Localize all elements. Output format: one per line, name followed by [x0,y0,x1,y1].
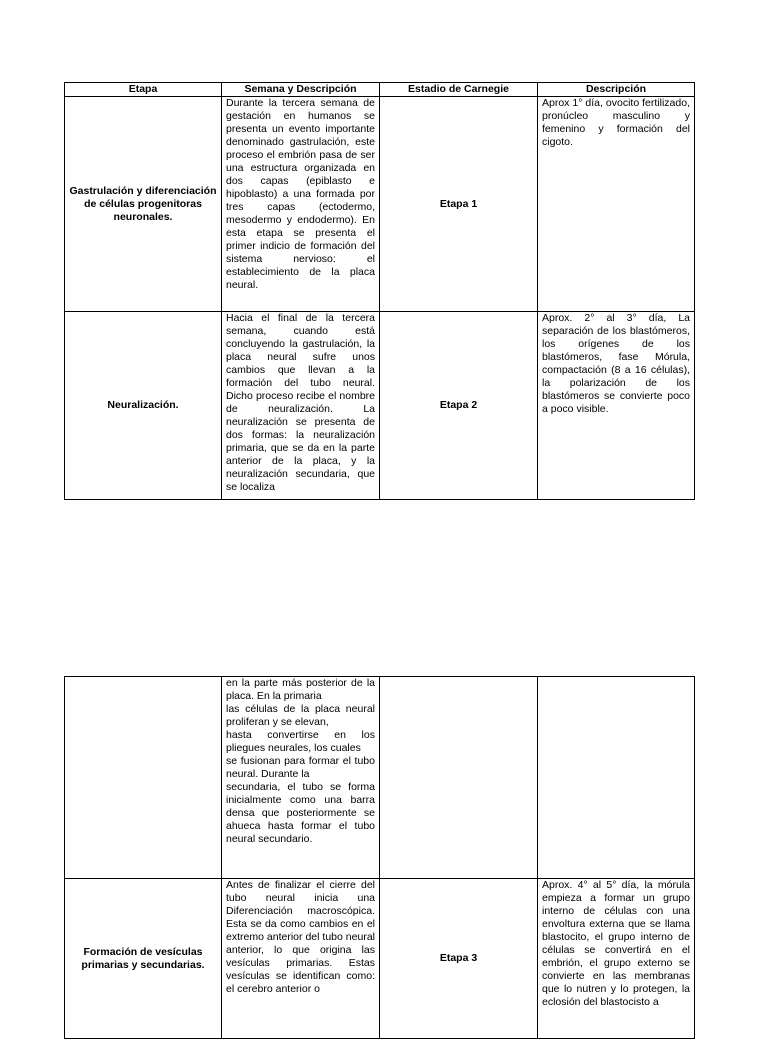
cell-semana: Antes de finalizar el cierre del tubo neural inicia una Diferenciación macroscópica. Esta se da como cambios en el extremo anterior del tubo neural anterior, lo que origina las vesículas primarias. Estas vesículas se identifican como: el cerebro anterior o [222,879,380,1039]
header-carnegie: Estadio de Carnegie [380,83,538,97]
semana-line: secundaria, el tubo se forma inicialmente como una barra densa que posteriormente se ahueca hasta formar el tubo neural secundario. [226,781,375,845]
table-row [65,677,695,879]
stages-table-2 [64,676,695,1039]
cell-carnegie [380,677,538,879]
table-row [65,879,695,1039]
cell-descripcion: Aprox 1° día, ovocito fertilizado, pronúcleo masculino y femenino y formación del cigoto. [538,97,695,312]
cell-etapa [65,677,222,879]
cell-descripcion: Aprox. 2° al 3° día, La separación de los blastómeros, los orígenes de los blastómeros, fase Mórula, compactación (8 a 16 células), la polarización de los blastómeros se convierte poco a poco visible. [538,312,695,500]
semana-line: las células de la placa neural proliferan y se elevan, [226,703,375,728]
cell-carnegie: Etapa 3 [380,879,538,1039]
table-row [65,97,695,312]
cell-descripcion: Aprox. 4° al 5° día, la mórula empieza a formar un grupo interno de células con una envoltura externa que se llama blastocito, el grupo interno de células se convertirá en el embrión, el grupo externo se convierte en las membranas que lo nutren y lo protegen, la eclosión del blastocisto a [538,879,695,1039]
table-row [65,312,695,500]
table-header-row [65,83,695,97]
semana-line: en la parte más posterior de la placa. En la primaria [226,677,375,702]
cell-semana: Durante la tercera semana de gestación en humanos se presenta un evento importante denominado gastrulación, este proceso el embrión pasa de ser una estructura organizada en dos capas (epiblasto e hipoblasto) a una formada por tres capas (ectodermo, mesodermo y endodermo). En esta etapa se presenta el primer indicio de formación del sistema nervioso: el establecimiento de la placa neural. [222,97,380,312]
cell-semana: Hacia el final de la tercera semana, cuando está concluyendo la gastrulación, la placa neural sufre unos cambios que llevan a la formación del tubo neural. Dicho proceso recibe el nombre de neuralización. La neuralización se presenta de dos formas: la neuralización primaria, que se da en la parte anterior de la placa, y la neuralización secundaria, que se localiza [222,312,380,500]
header-etapa: Etapa [65,83,222,97]
cell-etapa: Formación de vesículas primarias y secundarias. [65,879,222,1039]
cell-semana [222,677,380,879]
cell-etapa: Gastrulación y diferenciación de células progenitoras neuronales. [65,97,222,312]
header-descripcion: Descripción [538,83,695,97]
cell-etapa: Neuralización. [65,312,222,500]
stages-table-1 [64,82,695,500]
cell-carnegie: Etapa 2 [380,312,538,500]
semana-line: hasta convertirse en los pliegues neurales, los cuales [226,729,375,754]
semana-line: se fusionan para formar el tubo neural. Durante la [226,755,375,780]
header-semana: Semana y Descripción [222,83,380,97]
cell-descripcion [538,677,695,879]
cell-carnegie: Etapa 1 [380,97,538,312]
